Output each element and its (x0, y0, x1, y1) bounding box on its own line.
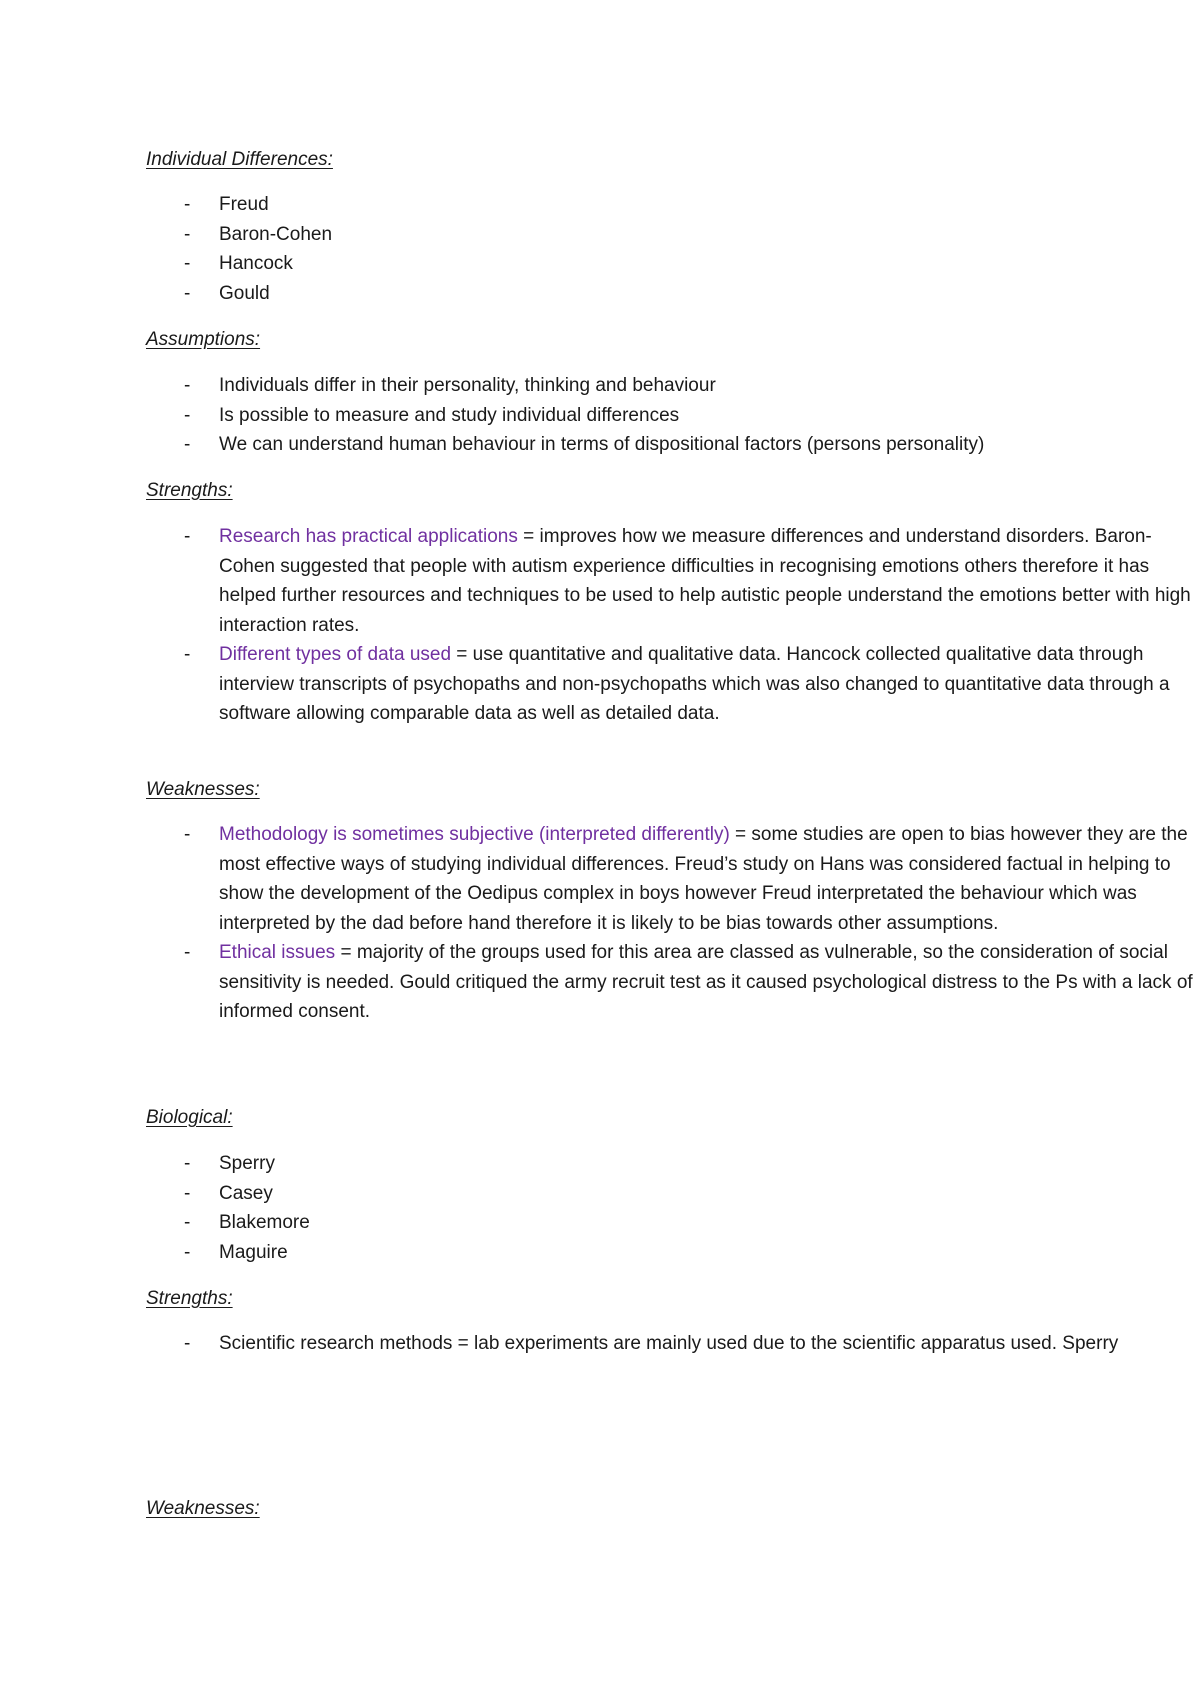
list-item (146, 190, 1199, 220)
list-id-researchers (146, 190, 1199, 308)
list-item (146, 220, 1199, 250)
heading-id-weaknesses: Weaknesses: (146, 779, 260, 800)
highlight-text: Research has practical applications (219, 526, 518, 547)
item-text: We can understand human behaviour in terms of dispositional factors (persons personality) (219, 434, 985, 455)
dash-bullet: - (184, 253, 191, 274)
heading-bio-weaknesses: Weaknesses: (146, 1498, 260, 1519)
list-item (146, 1179, 1199, 1209)
item-text: Sperry (219, 1153, 275, 1174)
dash-bullet: - (184, 1241, 191, 1263)
list-item (146, 1238, 1199, 1268)
list-item (146, 640, 1199, 729)
heading-assumptions: Assumptions: (146, 329, 261, 350)
list-id-weaknesses (146, 820, 1199, 1027)
item-text: = majority of the groups used for this area are classed as vulnerable, so the consideration of social sensitivity is needed. Gould critiqued the army recruit test as it caused psychological distress to the Ps with a lack of informed consent. (219, 942, 1193, 1022)
heading-id-strengths: Strengths: (146, 480, 233, 501)
item-text: Casey (219, 1182, 273, 1204)
list-assumptions (146, 371, 1199, 460)
item-text: Baron-Cohen (219, 223, 333, 245)
dash-bullet: - (184, 1182, 191, 1204)
dash-bullet: - (184, 1153, 191, 1174)
item-text: Blakemore (219, 1212, 310, 1233)
list-item (146, 1208, 1199, 1238)
dash-bullet: - (184, 1333, 191, 1354)
item-text: = improves how we measure differences and understand disorders. Baron-Cohen suggested that people with autism experience difficulties in recognising emotions others therefore it has helped further resources and techniques to be used to help autistic people understand the emotions better with high interaction rates. (219, 526, 1191, 636)
dash-bullet: - (184, 282, 191, 304)
item-text: Individuals differ in their personality, thinking and behaviour (219, 375, 716, 396)
dash-bullet: - (184, 824, 191, 845)
list-item (146, 1329, 1199, 1359)
dash-bullet: - (184, 644, 191, 665)
dash-bullet: - (184, 194, 191, 215)
heading-bio-strengths: Strengths: (146, 1288, 233, 1309)
list-id-strengths (146, 522, 1199, 729)
dash-bullet: - (184, 223, 191, 245)
list-item (146, 938, 1199, 1027)
heading-biological: Biological: (146, 1107, 233, 1128)
item-text: Is possible to measure and study individual differences (219, 404, 680, 426)
dash-bullet: - (184, 1212, 191, 1233)
item-text: Hancock (219, 253, 293, 274)
list-item (146, 820, 1199, 938)
item-text: Freud (219, 194, 269, 215)
dash-bullet: - (184, 434, 191, 455)
item-text: = some studies are open to bias however they are the most effective ways of studying individual differences. Freud’s study on Hans was considered factual in helping to show the development of the Oedipus complex in boys however Freud interpretated the behaviour which was interpreted by the dad before hand therefore it is likely to be bias towards other assumptions. (219, 824, 1188, 934)
list-item (146, 249, 1199, 279)
dash-bullet: - (184, 942, 191, 963)
item-text: Gould (219, 282, 270, 304)
dash-bullet: - (184, 404, 191, 426)
list-bio-researchers (146, 1149, 1199, 1267)
item-text: Maguire (219, 1241, 288, 1263)
heading-individual-differences: Individual Differences: (146, 149, 333, 170)
list-bio-strengths (146, 1329, 1199, 1359)
list-item (146, 401, 1199, 431)
highlight-text: Ethical issues (219, 942, 336, 963)
item-text: = use quantitative and qualitative data. Hancock collected qualitative data through interview transcripts of psychopaths and non-psychopaths which was also changed to quantitative data through a software allowing comparable data as well as detailed data. (219, 644, 1170, 724)
list-item (146, 1149, 1199, 1179)
list-item (146, 522, 1199, 640)
highlight-text: Different types of data used (219, 644, 452, 665)
list-item (146, 430, 1199, 460)
list-item (146, 279, 1199, 309)
list-item (146, 371, 1199, 401)
dash-bullet: - (184, 375, 191, 396)
item-text: Scientific research methods = lab experiments are mainly used due to the scientific apparatus used. Sperry (219, 1333, 1119, 1354)
dash-bullet: - (184, 526, 191, 547)
highlight-text: Methodology is sometimes subjective (interpreted differently) (219, 824, 730, 845)
